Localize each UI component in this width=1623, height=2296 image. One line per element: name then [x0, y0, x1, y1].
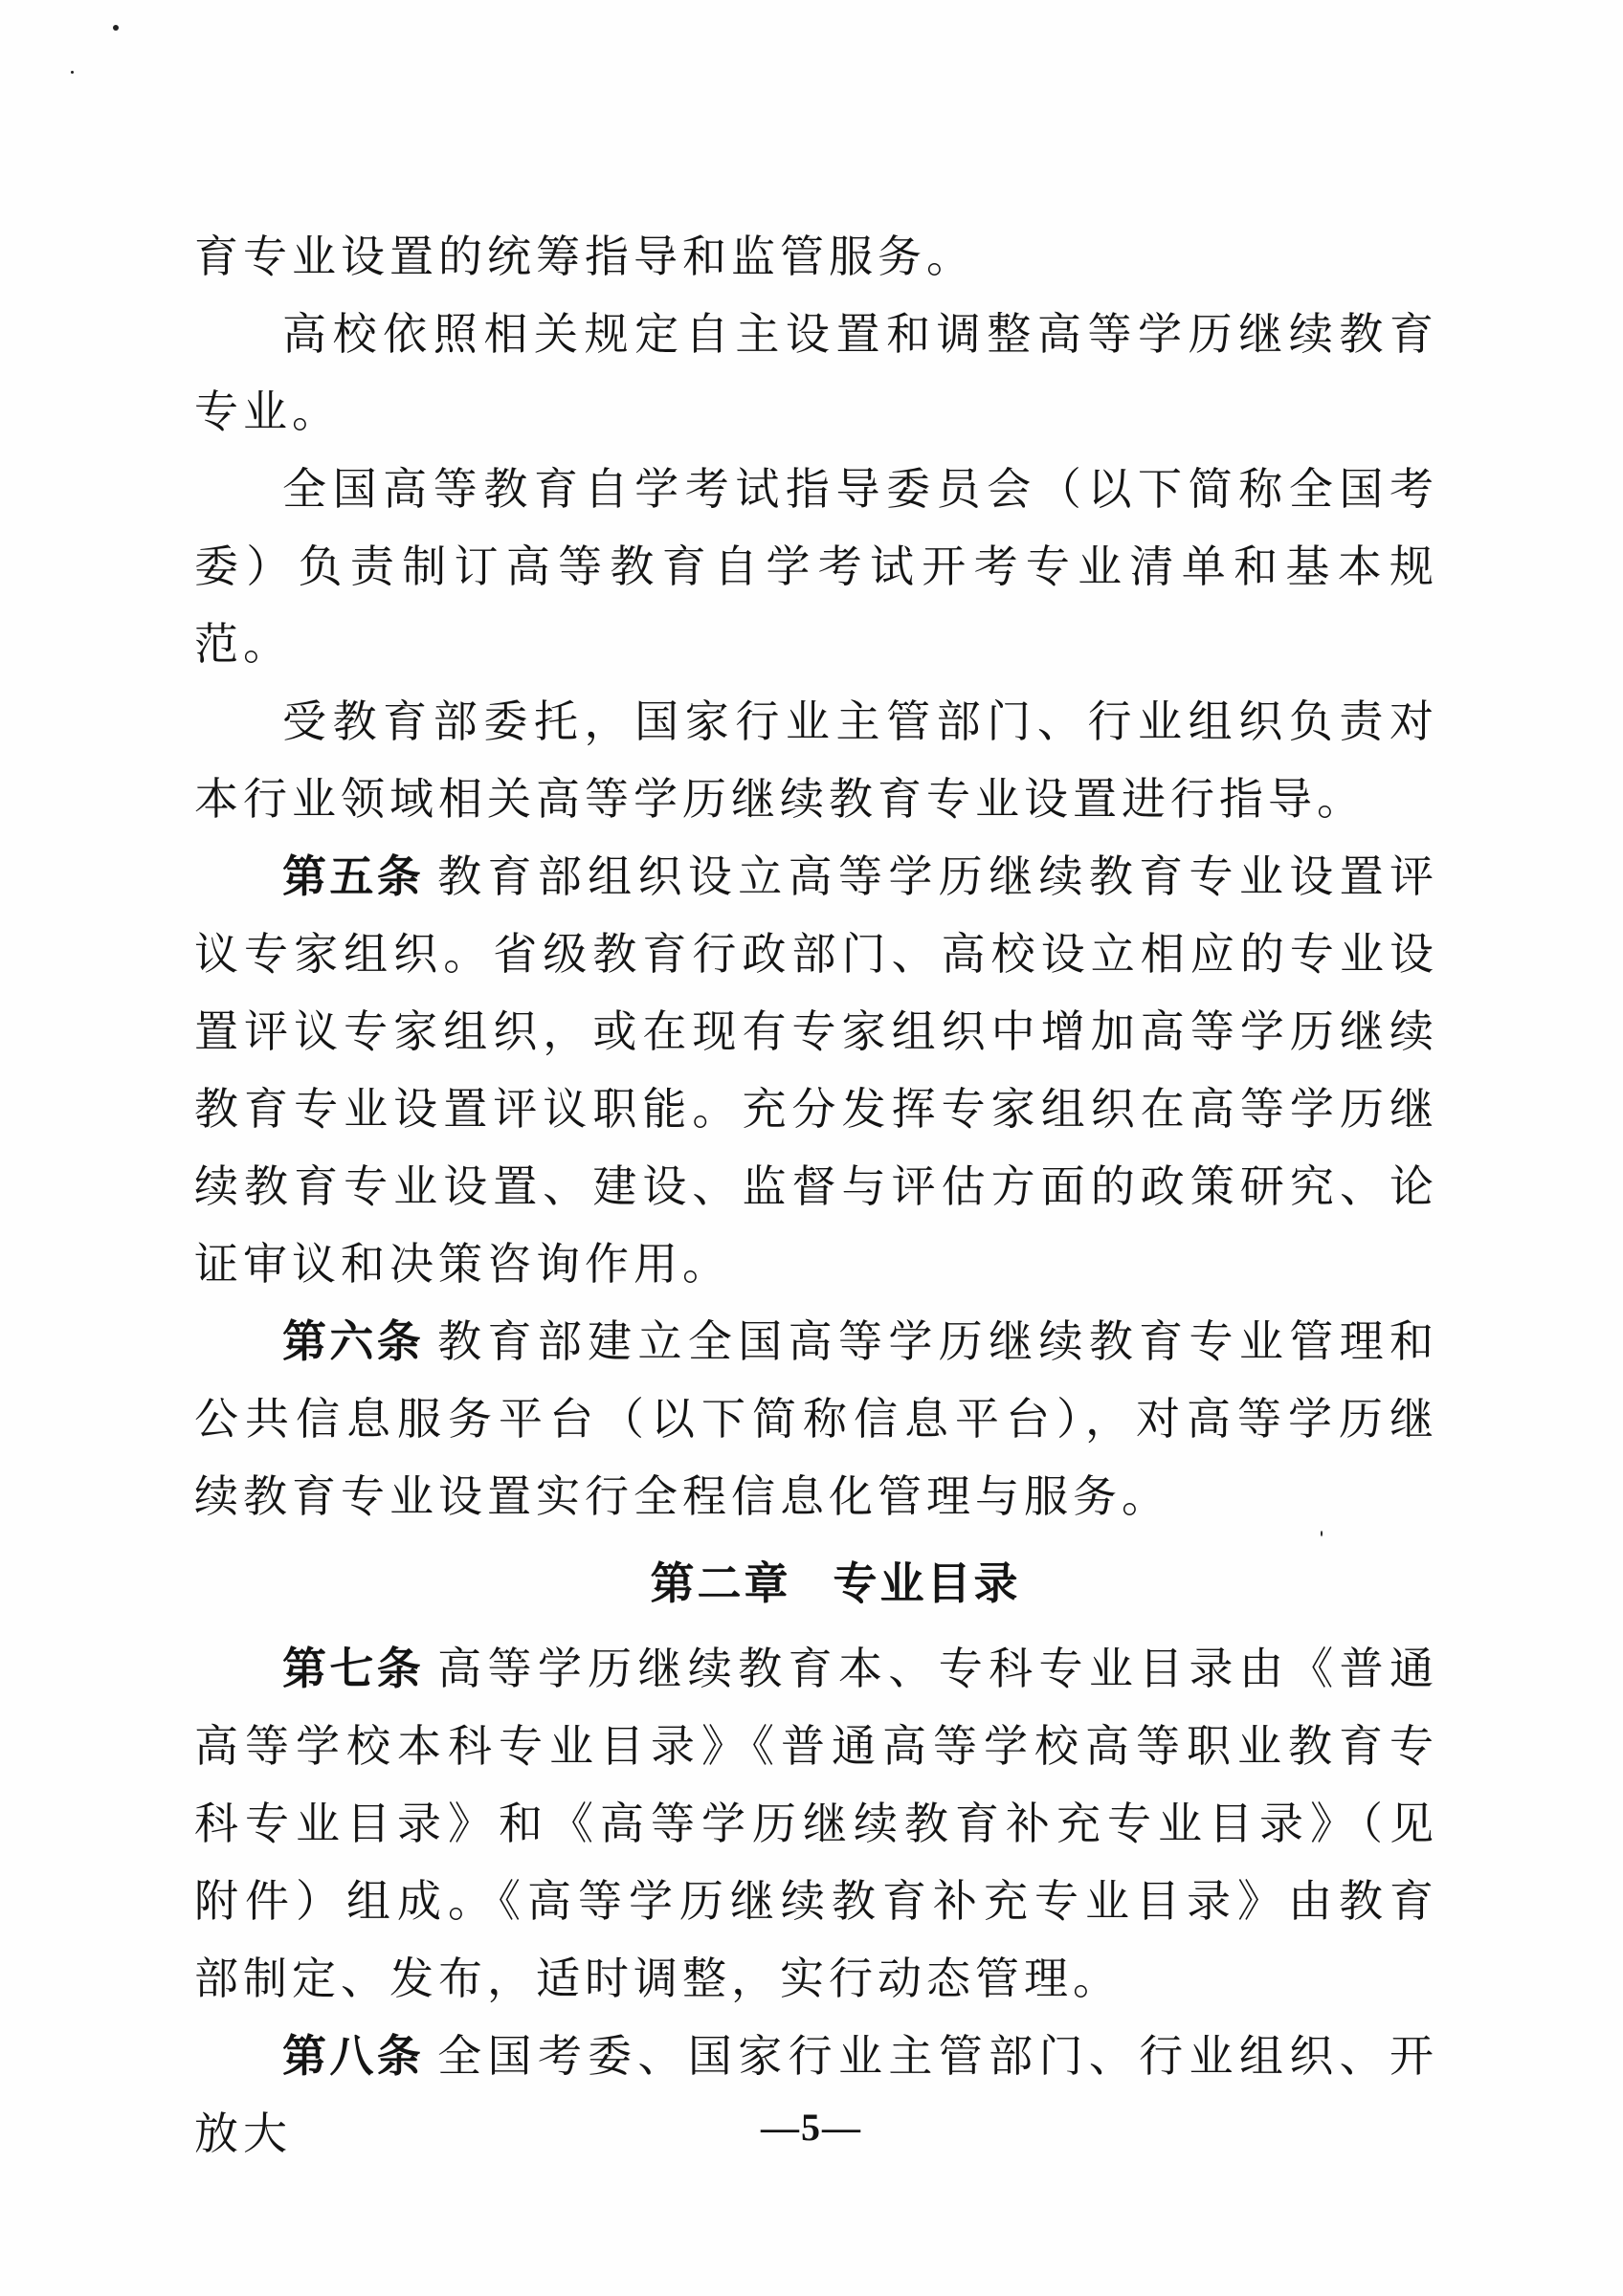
- paragraph-text: 全国高等教育自学考试指导委员会（以下简称全国考委）负责制订高等教育自学考试开考专业清单和基本规范。: [194, 463, 1438, 670]
- paragraph-text: 教育部建立全国高等学历继续教育专业管理和公共信息服务平台（以下简称信息平台），对高等学历继续教育专业设置实行全程信息化管理与服务。: [194, 1315, 1439, 1522]
- article-paragraph: [194, 1630, 1438, 2018]
- article-label: 第八条: [282, 2030, 425, 2082]
- paragraph-text: 教育部组织设立高等学历继续教育专业设置评议专家组织。省级教育行政部门、高校设立相应的专业设置评议专家组织，或在现有专家组织中增加高等学历继续教育专业设置评议职能。充分发挥专家组织在高等学历继续教育专业设置、建设、监督与评估方面的政策研究、论证审议和决策咨询作用。: [194, 850, 1439, 1290]
- chapter-title: 专业目录: [833, 1557, 1021, 1609]
- article-label: 第六条: [282, 1315, 425, 1367]
- paragraph-text: 高校依照相关规定自主设置和调整高等学历继续教育专业。: [194, 308, 1438, 437]
- chapter-heading: [194, 1545, 1438, 1623]
- article-paragraph: [194, 1303, 1438, 1535]
- article-paragraph: [194, 838, 1438, 1303]
- document-body: [194, 218, 1438, 2173]
- paragraph: [194, 683, 1438, 838]
- article-label: 第七条: [282, 1643, 425, 1694]
- paragraph: [194, 451, 1438, 683]
- article-label: 第五条: [282, 850, 425, 902]
- scan-speck: [113, 25, 119, 31]
- paragraph-text: 全国考委、国家行业主管部门、行业组织、开放大: [194, 2030, 1439, 2159]
- paragraph-text: 高等学历继续教育本、专科专业目录由《普通高等学校本科专业目录》《普通高等学校高等职业教育专科专业目录》和《高等学历继续教育补充专业目录》（见附件）组成。《高等学历继续教育补充专业目录》由教育部制定、发布，适时调整，实行动态管理。: [194, 1643, 1439, 2004]
- paragraph-text: 育专业设置的统筹指导和监管服务。: [194, 231, 975, 282]
- paragraph: [194, 296, 1438, 451]
- page-number: —5—: [761, 2106, 862, 2149]
- paragraph: [194, 218, 1438, 296]
- scan-speck: [71, 71, 74, 74]
- paragraph-text: 受教育部委托，国家行业主管部门、行业组织负责对本行业领域相关高等学历继续教育专业设置进行指导。: [194, 695, 1438, 825]
- chapter-number: 第二章: [650, 1557, 791, 1609]
